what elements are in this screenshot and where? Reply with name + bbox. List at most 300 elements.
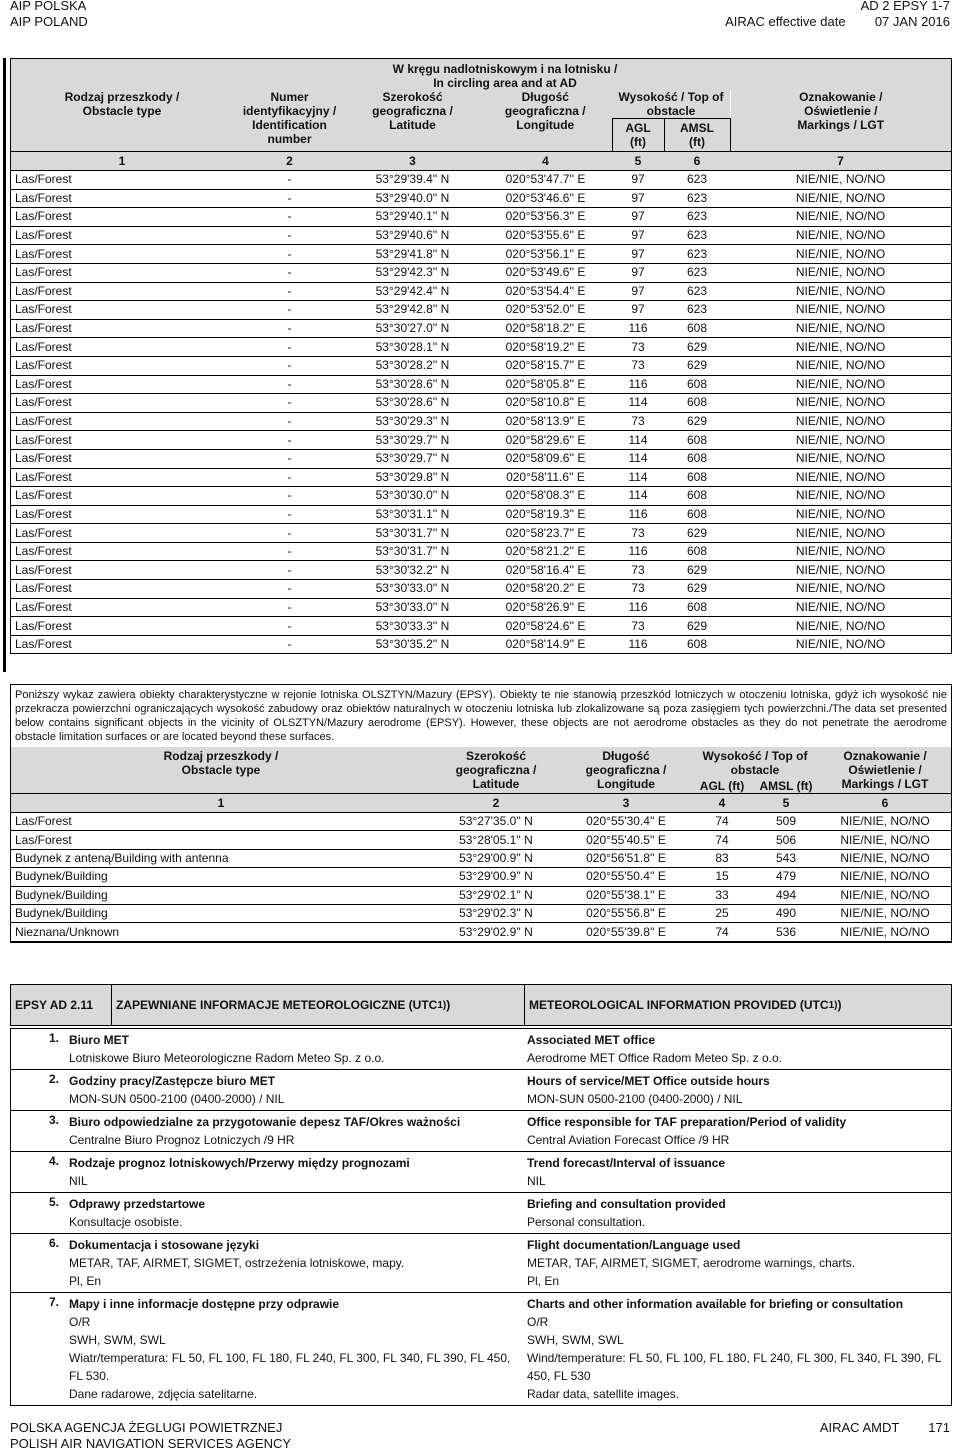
table-row (11, 886, 951, 904)
list-item (11, 1029, 951, 1070)
cell-identification: - (233, 449, 346, 468)
cell-agl: 97 (612, 189, 664, 208)
vicinity-intro: Poniższy wykaz zawiera obiekty charakterystyczne w rejonie lotniska OLSZTYN/Mazury (EPSY). Obiekty te nie stanowią przeszkód lotniczych w otoczeniu lotniska, gdyż ich wysokość nie przekracza powierzchni ograniczających wysokość zabudowy oraz obiektów naturalnych w otoczeniu lotniska lub zlokalizowane są poza zasięgiem tych powierzchni./The data set presented below contains significant objects in the vicinity of OLSZTYN/Mazury aerodrome (EPSY). However, these objects are not aerodrome obstacles as they do not penetrate the aerodrome obstacle limitation surfaces or are located beyond these surfaces. (15, 689, 947, 743)
item-line: MON-SUN 0500-2100 (0400-2000) / NIL (69, 1092, 285, 1106)
met-section-title-pl (112, 985, 525, 1025)
cell-latitude: 53°30'29.7'' N (346, 449, 479, 468)
cell-amsl: 629 (664, 580, 730, 599)
item-title: Briefing and consultation provided (527, 1197, 726, 1211)
met-section-header (10, 984, 952, 1026)
cell-agl: 74 (691, 923, 753, 941)
item-number: 3. (48, 1113, 59, 1127)
col-latitude: Szerokość geograficzna / Latitude (372, 90, 453, 132)
vicinity-obstacles-body (11, 813, 951, 942)
cell-agl: 97 (612, 226, 664, 245)
item-line: Pl, En (527, 1274, 560, 1288)
cell-obstacle-type: Las/Forest (11, 171, 233, 190)
cell-latitude: 53°29'39.4'' N (346, 171, 479, 190)
page-header-right (725, 0, 950, 30)
cell-amsl: 623 (664, 189, 730, 208)
vic-col-number-4: 4 (718, 796, 726, 810)
cell-latitude: 53°29'42.4'' N (346, 282, 479, 301)
cell-amsl: 623 (664, 263, 730, 282)
item-title: Associated MET office (527, 1033, 656, 1047)
table-row (11, 505, 951, 524)
table-row (11, 617, 951, 636)
cell-obstacle-type: Las/Forest (11, 263, 233, 282)
cell-identification: - (233, 263, 346, 282)
cell-agl: 116 (628, 637, 648, 652)
cell-obstacle-type: Las/Forest (11, 468, 233, 487)
cell-obstacle-type: Las/Forest (11, 813, 431, 831)
cell-amsl: 608 (687, 637, 708, 652)
cell-markings: NIE/NIE, NO/NO (730, 542, 951, 561)
cell-longitude: 020°58'29.6'' E (479, 431, 612, 450)
agency-name-pl: POLSKA AGENCJA ŻEGLUGI POWIETRZNEJ (10, 1420, 283, 1435)
cell-agl: 114 (612, 468, 664, 487)
cell-amsl: 629 (664, 524, 730, 543)
cell-latitude: 53°30'28.2'' N (346, 356, 479, 375)
list-item (11, 1111, 951, 1152)
cell-markings: NIE/NIE, NO/NO (730, 319, 951, 338)
item-title: Godziny pracy/Zastępcze biuro MET (69, 1074, 276, 1088)
cell-longitude: 020°58'15.7'' E (479, 356, 612, 375)
item-line: Aerodrome MET Office Radom Meteo Sp. z o.o. (527, 1051, 782, 1065)
cell-longitude: 020°58'10.8'' E (479, 394, 612, 413)
cell-latitude: 53°29'40.1'' N (346, 208, 479, 227)
cell-identification: - (233, 301, 346, 320)
cell-agl: 116 (612, 505, 664, 524)
vic-col-obstacle-type: Rodzaj przeszkody / Obstacle type (163, 749, 279, 777)
table-row (11, 375, 951, 394)
item-title: Charts and other information available for briefing or consultation (527, 1297, 904, 1311)
item-number: 4. (48, 1154, 59, 1168)
cell-amsl: 608 (664, 319, 730, 338)
cell-latitude: 53°29'42.8'' N (346, 301, 479, 320)
cell-identification: - (233, 542, 346, 561)
cell-amsl: 506 (753, 831, 819, 849)
cell-latitude: 53°30'27.0'' N (346, 319, 479, 338)
cell-agl: 25 (691, 904, 753, 922)
cell-longitude: 020°58'14.9'' E (505, 637, 586, 652)
aip-polska-label: AIP POLSKA (10, 0, 87, 13)
cell-longitude: 020°53'56.1'' E (479, 245, 612, 264)
item-pl-column (63, 1193, 521, 1233)
vic-col-number-3: 3 (622, 796, 630, 810)
cell-agl: 116 (612, 375, 664, 394)
cell-obstacle-type: Las/Forest (11, 282, 233, 301)
item-pl-column (63, 1029, 521, 1069)
met-title-pl-sup: 1) (437, 999, 447, 1011)
cell-longitude: 020°53'46.6'' E (479, 189, 612, 208)
cell-obstacle-type: Las/Forest (11, 598, 233, 617)
cell-markings: NIE/NIE, NO/NO (730, 171, 951, 190)
cell-markings: NIE/NIE, NO/NO (730, 226, 951, 245)
cell-obstacle-type: Las/Forest (11, 412, 233, 431)
cell-identification: - (233, 245, 346, 264)
cell-markings: NIE/NIE, NO/NO (819, 868, 951, 886)
cell-agl: 114 (612, 394, 664, 413)
table-row (11, 468, 951, 487)
vic-col-amsl: AMSL (ft) (759, 779, 813, 793)
cell-agl: 114 (612, 487, 664, 506)
cell-markings: NIE/NIE, NO/NO (730, 375, 951, 394)
cell-obstacle-type: Las/Forest (11, 338, 233, 357)
area-heading (346, 59, 664, 90)
cell-amsl: 608 (664, 375, 730, 394)
list-item (11, 1193, 951, 1234)
cell-latitude: 53°27'35.0'' N (431, 813, 561, 831)
cell-latitude: 53°30'33.0'' N (346, 598, 479, 617)
cell-obstacle-type: Las/Forest (11, 505, 233, 524)
item-en-column (521, 1193, 951, 1233)
cell-amsl: 608 (664, 431, 730, 450)
cell-markings: NIE/NIE, NO/NO (730, 487, 951, 506)
cell-amsl: 629 (664, 617, 730, 636)
cell-longitude: 020°58'11.6'' E (479, 468, 612, 487)
circling-obstacles-body (11, 171, 951, 654)
vic-col-number-6: 6 (881, 796, 889, 810)
cell-longitude: 020°53'56.3'' E (479, 208, 612, 227)
cell-longitude: 020°58'13.9'' E (479, 412, 612, 431)
met-section-title-en (525, 985, 951, 1025)
table-row (11, 904, 951, 922)
cell-markings: NIE/NIE, NO/NO (730, 394, 951, 413)
item-en-column (521, 1293, 951, 1405)
cell-amsl: 608 (664, 468, 730, 487)
page-footer-right (820, 1420, 950, 1436)
table-row (11, 208, 951, 227)
cell-latitude: 53°30'28.6'' N (346, 394, 479, 413)
cell-agl: 114 (612, 449, 664, 468)
cell-markings: NIE/NIE, NO/NO (730, 524, 951, 543)
item-pl-column (63, 1152, 521, 1192)
table-row (11, 412, 951, 431)
col-markings: Oznakowanie / Oświetlenie / Markings / LGT (797, 90, 885, 132)
item-line: Konsultacje osobiste. (69, 1215, 183, 1229)
cell-longitude: 020°58'21.2'' E (479, 542, 612, 561)
cell-obstacle-type: Nieznana/Unknown (11, 923, 431, 941)
table-row (11, 923, 951, 941)
cell-obstacle-type: Las/Forest (11, 831, 431, 849)
cell-markings: NIE/NIE, NO/NO (730, 580, 951, 599)
cell-agl: 97 (612, 171, 664, 190)
cell-latitude: 53°30'31.1'' N (346, 505, 479, 524)
vic-col-agl: AGL (ft) (699, 779, 745, 793)
item-pl-column (63, 1234, 521, 1292)
cell-identification: - (233, 226, 346, 245)
cell-agl: 73 (612, 524, 664, 543)
cell-amsl: 629 (664, 338, 730, 357)
cell-longitude: 020°58'09.6'' E (479, 449, 612, 468)
table-row (11, 226, 951, 245)
item-line: METAR, TAF, AIRMET, SIGMET, aerodrome warnings, charts. (527, 1256, 856, 1270)
met-section-code: EPSY AD 2.11 (11, 985, 112, 1025)
item-title: Biuro MET (69, 1033, 129, 1047)
cell-longitude: 020°53'49.6'' E (479, 263, 612, 282)
item-pl-column (63, 1111, 521, 1151)
cell-latitude: 53°29'00.9'' N (431, 849, 561, 867)
cell-markings: NIE/NIE, NO/NO (730, 412, 951, 431)
cell-longitude: 020°53'47.7'' E (479, 171, 612, 190)
cell-longitude: 020°58'19.2'' E (479, 338, 612, 357)
col-number-4: 4 (542, 154, 549, 168)
item-number: 1. (48, 1031, 59, 1045)
cell-latitude: 53°29'00.9'' N (431, 868, 561, 886)
table-row (11, 449, 951, 468)
cell-identification: - (233, 580, 346, 599)
cell-markings: NIE/NIE, NO/NO (730, 245, 951, 264)
cell-identification: - (233, 598, 346, 617)
table-row (11, 561, 951, 580)
cell-markings: NIE/NIE, NO/NO (730, 561, 951, 580)
agency-name-en: POLISH AIR NAVIGATION SERVICES AGENCY (10, 1436, 292, 1451)
cell-markings: NIE/NIE, NO/NO (730, 338, 951, 357)
cell-agl: 83 (691, 849, 753, 867)
cell-amsl: 623 (664, 301, 730, 320)
cell-identification: - (233, 319, 346, 338)
cell-amsl: 623 (664, 208, 730, 227)
met-title-en-sup: 1) (828, 999, 838, 1011)
item-en-column (521, 1152, 951, 1192)
cell-obstacle-type: Las/Forest (11, 356, 233, 375)
vic-col-markings: Oznakowanie / Oświetlenie / Markings / LGT (841, 749, 929, 791)
col-agl: AGL (ft) (612, 119, 664, 152)
cell-amsl: 494 (753, 886, 819, 904)
list-item (11, 1293, 951, 1405)
cell-obstacle-type: Las/Forest (11, 375, 233, 394)
cell-markings: NIE/NIE, NO/NO (819, 886, 951, 904)
cell-amsl: 608 (664, 542, 730, 561)
cell-agl: 33 (691, 886, 753, 904)
vic-col-number-5: 5 (782, 796, 790, 810)
cell-amsl: 623 (664, 245, 730, 264)
cell-agl: 114 (612, 431, 664, 450)
circling-obstacles-table (11, 59, 951, 653)
cell-obstacle-type: Las/Forest (11, 208, 233, 227)
cell-obstacle-type: Budynek/Building (11, 868, 431, 886)
cell-identification: - (233, 208, 346, 227)
cell-longitude: 020°58'05.8'' E (479, 375, 612, 394)
cell-markings: NIE/NIE, NO/NO (730, 189, 951, 208)
cell-identification: - (287, 637, 292, 652)
cell-markings: NIE/NIE, NO/NO (730, 208, 951, 227)
list-item (11, 1152, 951, 1193)
col-number-5: 5 (634, 154, 642, 168)
cell-obstacle-type: Budynek z anteną/Building with antenna (11, 849, 431, 867)
table-row (11, 263, 951, 282)
item-number: 7. (48, 1295, 59, 1309)
cell-identification: - (233, 189, 346, 208)
cell-obstacle-type: Budynek/Building (11, 904, 431, 922)
cell-identification: - (233, 394, 346, 413)
cell-longitude: 020°58'18.2'' E (479, 319, 612, 338)
cell-markings: NIE/NIE, NO/NO (819, 849, 951, 867)
cell-markings: NIE/NIE, NO/NO (730, 617, 951, 636)
cell-agl: 97 (612, 263, 664, 282)
cell-markings: NIE/NIE, NO/NO (730, 356, 951, 375)
cell-longitude: 020°58'08.3'' E (479, 487, 612, 506)
item-title: Dokumentacja i stosowane języki (69, 1238, 260, 1252)
col-number-7: 7 (837, 154, 844, 168)
cell-latitude: 53°30'33.0'' N (346, 580, 479, 599)
table-row (11, 189, 951, 208)
item-title: Rodzaje prognoz lotniskowych/Przerwy między prognozami (69, 1156, 410, 1170)
cell-longitude: 020°53'52.0'' E (479, 301, 612, 320)
cell-latitude: 53°30'30.0'' N (346, 487, 479, 506)
table-row (11, 813, 951, 831)
cell-longitude: 020°55'38.1'' E (561, 886, 691, 904)
col-number-6: 6 (693, 154, 701, 168)
table-row (11, 580, 951, 599)
cell-markings: NIE/NIE, NO/NO (730, 282, 951, 301)
item-line: Lotniskowe Biuro Meteorologiczne Radom Meteo Sp. z o.o. (69, 1051, 385, 1065)
cell-obstacle-type: Las/Forest (11, 524, 233, 543)
table-row (11, 394, 951, 413)
cell-obstacle-type: Las/Forest (11, 449, 233, 468)
cell-obstacle-type: Budynek/Building (11, 886, 431, 904)
cell-agl: 74 (691, 813, 753, 831)
circling-obstacles-section (10, 58, 952, 654)
cell-latitude: 53°30'31.7'' N (346, 542, 479, 561)
cell-identification: - (233, 412, 346, 431)
cell-latitude: 53°30'29.7'' N (346, 431, 479, 450)
table-row (11, 849, 951, 867)
met-title-pl-text: ZAPEWNIANE INFORMACJE METEOROLOGICZNE (UTC (116, 998, 438, 1012)
table-row (11, 524, 951, 543)
item-title: Odprawy przedstartowe (69, 1197, 206, 1211)
cell-latitude: 53°30'31.7'' N (346, 524, 479, 543)
table-row (11, 831, 951, 849)
cell-markings: NIE/NIE, NO/NO (730, 301, 951, 320)
cell-identification: - (233, 561, 346, 580)
cell-amsl: 509 (753, 813, 819, 831)
cell-identification: - (233, 282, 346, 301)
vic-col-number-1: 1 (217, 796, 225, 810)
item-line: MON-SUN 0500-2100 (0400-2000) / NIL (527, 1092, 743, 1106)
cell-agl: 116 (612, 598, 664, 617)
item-line: O/R (527, 1315, 549, 1329)
cell-identification: - (233, 375, 346, 394)
cell-agl: 116 (612, 319, 664, 338)
cell-amsl: 629 (664, 356, 730, 375)
col-number-2: 2 (286, 154, 293, 168)
cell-agl: 73 (612, 338, 664, 357)
table-row (11, 301, 951, 320)
cell-latitude: 53°28'05.1'' N (431, 831, 561, 849)
cell-longitude: 020°58'16.4'' E (479, 561, 612, 580)
item-line: Wiatr/temperatura: FL 50, FL 100, FL 180, FL 240, FL 300, FL 340, FL 390, FL 450, FL 530. (69, 1351, 511, 1383)
cell-obstacle-type: Las/Forest (11, 542, 233, 561)
item-number: 2. (48, 1072, 59, 1086)
col-identification: Numer identyfikacyjny / Identification number (242, 90, 337, 146)
item-line: O/R (69, 1315, 91, 1329)
cell-amsl: 543 (753, 849, 819, 867)
cell-identification: - (233, 617, 346, 636)
cell-latitude: 53°29'40.0'' N (346, 189, 479, 208)
cell-amsl: 623 (664, 171, 730, 190)
col-obstacle-type: Rodzaj przeszkody / Obstacle type (64, 90, 180, 118)
cell-agl: 97 (612, 245, 664, 264)
cell-markings: NIE/NIE, NO/NO (730, 505, 951, 524)
table-row (11, 868, 951, 886)
cell-amsl: 608 (664, 449, 730, 468)
cell-amsl: 490 (753, 904, 819, 922)
item-en-column (521, 1070, 951, 1110)
cell-markings: NIE/NIE, NO/NO (730, 431, 951, 450)
cell-latitude: 53°30'35.2'' N (375, 637, 450, 652)
cell-agl: 116 (612, 542, 664, 561)
table-row (11, 319, 951, 338)
vicinity-obstacles-table (11, 747, 951, 942)
cell-latitude: 53°29'02.3'' N (431, 904, 561, 922)
item-number: 6. (48, 1236, 59, 1250)
cell-latitude: 53°29'40.6'' N (346, 226, 479, 245)
cell-amsl: 608 (664, 487, 730, 506)
vic-col-longitude: Długość geograficzna / Longitude (585, 749, 667, 791)
cell-identification: - (233, 338, 346, 357)
airac-amdt-label: AIRAC AMDT (819, 1420, 900, 1435)
col-height: Wysokość / Top of obstacle (618, 90, 724, 118)
item-line: Dane radarowe, zdjęcia satelitarne. (69, 1387, 258, 1401)
item-en-column (521, 1234, 951, 1292)
met-title-pl-close: ) (446, 998, 451, 1012)
item-line: Centralne Biuro Prognoz Lotniczych /9 HR (69, 1133, 295, 1147)
table-row (11, 431, 951, 450)
item-title: Office responsible for TAF preparation/Period of validity (527, 1115, 847, 1129)
item-line: Radar data, satellite images. (527, 1387, 680, 1401)
item-line: NIL (527, 1174, 546, 1188)
vicinity-obstacles-section (10, 684, 952, 943)
item-line: METAR, TAF, AIRMET, SIGMET, ostrzeżenia lotniskowe, mapy. (69, 1256, 405, 1270)
cell-obstacle-type: Las/Forest (11, 319, 233, 338)
cell-longitude: 020°53'55.6'' E (479, 226, 612, 245)
cell-identification: - (233, 171, 346, 190)
cell-amsl: 536 (753, 923, 819, 941)
item-number: 5. (48, 1195, 59, 1209)
cell-latitude: 53°30'32.2'' N (346, 561, 479, 580)
cell-longitude: 020°55'56.8'' E (561, 904, 691, 922)
page-header-left (10, 0, 88, 30)
cell-markings: NIE/NIE, NO/NO (819, 923, 951, 941)
col-number-3: 3 (409, 154, 416, 168)
cell-obstacle-type: Las/Forest (11, 189, 233, 208)
cell-agl: 97 (612, 282, 664, 301)
cell-longitude: 020°53'54.4'' E (479, 282, 612, 301)
cell-obstacle-type: Las/Forest (11, 226, 233, 245)
item-line: Pl, En (69, 1274, 102, 1288)
cell-amsl: 623 (664, 282, 730, 301)
cell-latitude: 53°30'28.1'' N (346, 338, 479, 357)
cell-markings: NIE/NIE, NO/NO (730, 598, 951, 617)
cell-agl: 73 (612, 356, 664, 375)
cell-markings: NIE/NIE, NO/NO (730, 449, 951, 468)
cell-latitude: 53°30'33.3'' N (346, 617, 479, 636)
cell-longitude: 020°58'23.7'' E (479, 524, 612, 543)
cell-agl: 97 (612, 301, 664, 320)
cell-amsl: 608 (664, 505, 730, 524)
cell-latitude: 53°29'02.1'' N (431, 886, 561, 904)
cell-markings: NIE/NIE, NO/NO (819, 904, 951, 922)
airac-effective (725, 14, 950, 30)
table-row (11, 171, 951, 190)
cell-identification: - (233, 524, 346, 543)
cell-amsl: 623 (664, 226, 730, 245)
cell-longitude: 020°58'19.3'' E (479, 505, 612, 524)
item-en-column (521, 1029, 951, 1069)
airac-label: AIRAC effective date (725, 14, 846, 29)
item-title: Mapy i inne informacje dostępne przy odprawie (69, 1297, 340, 1311)
